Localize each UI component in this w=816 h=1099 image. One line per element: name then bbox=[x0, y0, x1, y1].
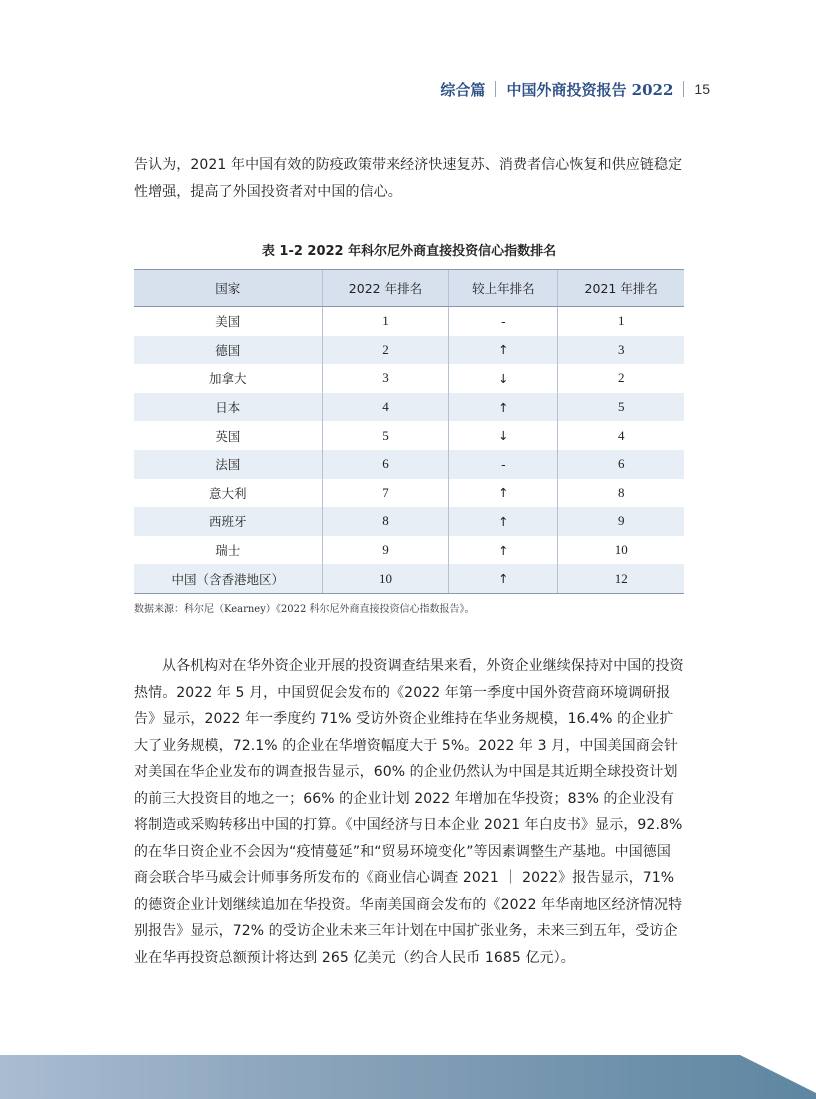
rank-2021-cell: 3 bbox=[558, 336, 684, 365]
country-cell: 瑞士 bbox=[215, 543, 241, 559]
rank-2021-cell: 8 bbox=[558, 479, 684, 508]
rank-2022-cell: 3 bbox=[322, 364, 449, 393]
table-row bbox=[134, 450, 684, 479]
country-cell: 法国 bbox=[134, 450, 322, 479]
rank-2022-cell: 1 bbox=[322, 307, 449, 336]
rank-2021-cell: 12 bbox=[558, 564, 684, 593]
table-header-row bbox=[134, 270, 684, 307]
country-cell: 英国 bbox=[215, 428, 241, 444]
rank-2021-cell: 4 bbox=[558, 421, 684, 450]
rank-2022-cell: 7 bbox=[322, 479, 449, 508]
rank-2022-cell: 9 bbox=[322, 536, 449, 565]
rank-2022-cell: 2 bbox=[322, 336, 449, 365]
country-cell: 西班牙 bbox=[134, 507, 322, 536]
rank-2022-cell: 8 bbox=[322, 507, 449, 536]
rank-2021-cell: 9 bbox=[558, 507, 684, 536]
header-rank-2021: 2021 年排名 bbox=[558, 270, 684, 307]
country-cell: 中国（含香港地区） bbox=[134, 564, 322, 593]
rank-2022-cell: 4 bbox=[322, 393, 449, 422]
change-cell: ↓ bbox=[449, 364, 558, 393]
ranking-table bbox=[134, 269, 684, 594]
table-row bbox=[134, 364, 684, 393]
section-name: 综合篇 bbox=[440, 80, 486, 99]
report-title: 中国外商投资报告 2022 bbox=[506, 80, 674, 99]
table-row bbox=[134, 479, 684, 508]
table-caption: 表 1-2 2022 年科尔尼外商直接投资信心指数排名 bbox=[261, 244, 557, 259]
table-row bbox=[134, 336, 684, 365]
body-paragraph: 从各机构对在华外资企业开展的投资调查结果来看，外资企业继续保持对中国的投资热情。2022 年 5 月，中国贸促会发布的《2022 年第一季度中国外资营商环境调研报告》显示，2022 年一季度约 71% 受访外资企业维持在华业务规模，16.4% 的企业扩大了业务规模，72.1% 的企业在华增资幅度大于 5%。2022 年 3 月，中国美国商会针对美国在华企业发布的调查报告显示，60% 的企业仍然认为中国是其近期全球投资计划的前三大投资目的地之一；66% 的企业计划 2022 年增加在华投资；83% 的企业没有将制造或采购转移出中国的打算。《中国经济与日本企业 2021 年白皮书》显示，92.8% 的在华日资企业不会因为“疫情蔓延”和“贸易环境变化”等因素调整生产基地。中国德国商会联合毕马威会计师事务所发布的《商业信心调查 2021 ｜ 2022》报告显示，71% 的德资企业计划继续追加在华投资。华南美国商会发布的《2022 年华南地区经济情况特别报告》显示，72% 的受访企业未来三年计划在中国扩张业务，未来三到五年，受访企业在华再投资总额预计将达到 265 亿美元（约合人民币 1685 亿元）。 bbox=[134, 658, 684, 966]
change-cell: ↑ bbox=[449, 536, 558, 565]
header-divider bbox=[683, 81, 684, 97]
page-number: 15 bbox=[694, 81, 710, 97]
change-cell: ↑ bbox=[449, 336, 558, 365]
rank-2022-cell: 5 bbox=[322, 421, 449, 450]
change-cell: ↑ bbox=[449, 564, 558, 593]
body-paragraph-continued: 告认为，2021 年中国有效的防疫政策带来经济快速复苏、消费者信心恢复和供应链稳定性增强，提高了外国投资者对中国的信心。 bbox=[134, 157, 683, 200]
change-cell: - bbox=[449, 450, 558, 479]
rank-2021-cell: 2 bbox=[558, 364, 684, 393]
rank-2021-cell: 6 bbox=[558, 450, 684, 479]
change-cell: ↑ bbox=[449, 507, 558, 536]
change-cell: ↑ bbox=[449, 393, 558, 422]
table-source-note: 数据来源：科尔尼（Kearney）《2022 科尔尼外商直接投资信心指数报告》。 bbox=[134, 604, 475, 615]
rank-2021-cell: 10 bbox=[558, 536, 684, 565]
rank-2021-cell: 1 bbox=[558, 307, 684, 336]
table-row bbox=[134, 421, 684, 450]
header-rank-2022: 2022 年排名 bbox=[322, 270, 449, 307]
change-cell: - bbox=[449, 307, 558, 336]
header-country: 国家 bbox=[134, 270, 322, 307]
country-cell: 美国 bbox=[215, 314, 241, 330]
country-cell: 加拿大 bbox=[208, 371, 247, 387]
country-cell: 意大利 bbox=[208, 485, 247, 501]
header-change: 较上年排名 bbox=[449, 270, 558, 307]
country-cell: 德国 bbox=[134, 336, 322, 365]
table-row bbox=[134, 564, 684, 593]
rank-2022-cell: 6 bbox=[322, 450, 449, 479]
table-row bbox=[134, 307, 684, 336]
change-cell: ↓ bbox=[449, 421, 558, 450]
table-row bbox=[134, 536, 684, 565]
table-row bbox=[134, 507, 684, 536]
footer-decoration bbox=[0, 1055, 816, 1099]
country-cell: 日本 bbox=[134, 393, 322, 422]
header-divider bbox=[495, 81, 496, 97]
rank-2022-cell: 10 bbox=[322, 564, 449, 593]
running-header bbox=[440, 78, 710, 100]
rank-2021-cell: 5 bbox=[558, 393, 684, 422]
table-row bbox=[134, 393, 684, 422]
change-cell: ↑ bbox=[449, 479, 558, 508]
